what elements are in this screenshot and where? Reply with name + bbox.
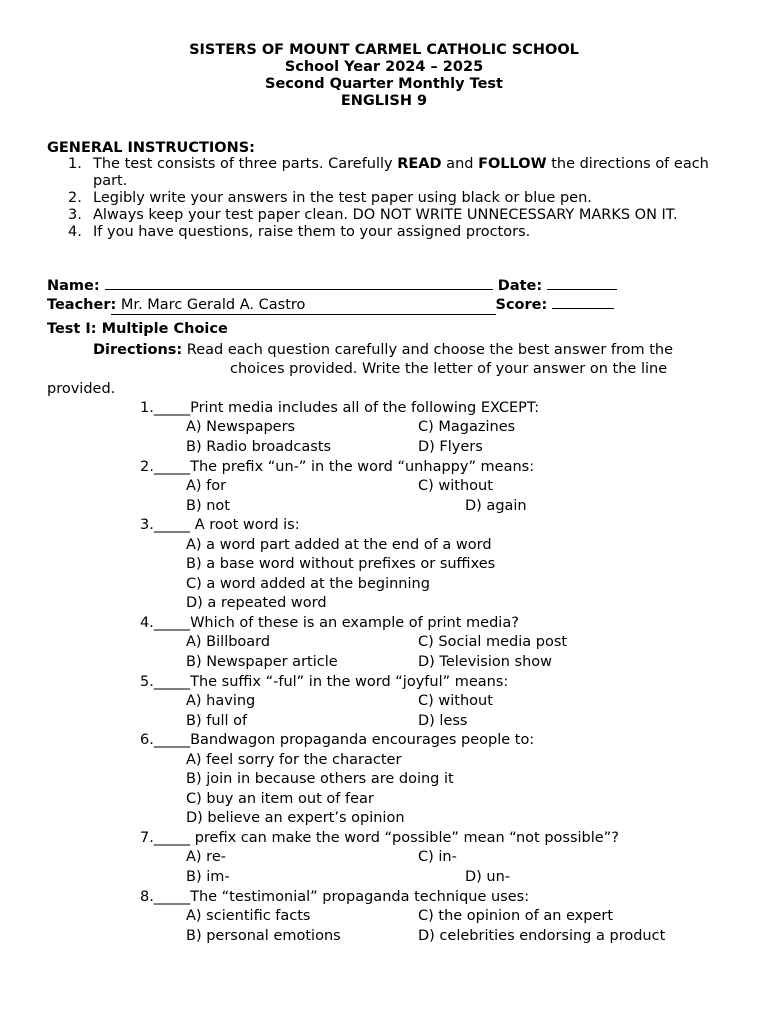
date-label: Date:: [497, 278, 543, 294]
choice-option: A) for: [186, 478, 227, 494]
choice-option: C) without: [418, 478, 493, 494]
directions-text: provided.: [47, 380, 116, 397]
instruction-item: [68, 156, 718, 190]
instruction-emphasis: READ: [397, 156, 442, 172]
question-item: [140, 829, 740, 888]
instruction-number: 4.: [68, 224, 82, 240]
instruction-text: If you have questions, raise them to your assigned proctors.: [93, 224, 531, 240]
instruction-number: 2.: [68, 190, 82, 206]
question-text: 1._____Print media includes all of the following EXCEPT:: [140, 400, 540, 416]
question-item: [140, 888, 740, 947]
question-text: 6._____Bandwagon propaganda encourages people to:: [140, 732, 535, 749]
name-label: Name:: [47, 278, 100, 294]
subject-title: ENGLISH 9: [340, 93, 428, 109]
choice-option: A) a word part added at the end of a word: [186, 536, 492, 553]
instruction-item: [68, 190, 718, 207]
question-text: 7._____ prefix can make the word “possible” mean “not possible”?: [140, 829, 619, 846]
question-item: [140, 731, 740, 829]
question-item: [140, 673, 740, 732]
test-directions: [47, 341, 747, 399]
score-blank[interactable]: [552, 295, 614, 309]
teacher-line: [111, 297, 496, 315]
instruction-text: and: [441, 156, 479, 172]
choice-option: D) less: [418, 712, 468, 729]
instruction-number: 3.: [68, 207, 82, 223]
name-blank[interactable]: [105, 276, 493, 290]
choice-option: B) Newspaper article: [186, 653, 338, 670]
instruction-text: Legibly write your answers in the test paper using black or blue pen.: [93, 190, 592, 206]
choice-option: A) Billboard: [186, 634, 271, 651]
choice-option: C) Social media post: [418, 634, 568, 651]
teacher-colon: :: [110, 297, 117, 313]
choice-option: C) a word added at the beginning: [186, 575, 430, 592]
name-row: [47, 276, 617, 295]
choice-option: D) believe an expert’s opinion: [186, 810, 405, 827]
choice-option: A) having: [186, 692, 256, 709]
question-text: 4._____Which of these is an example of print media?: [140, 614, 519, 631]
choice-option: D) celebrities endorsing a product: [418, 927, 666, 944]
question-item: [140, 614, 740, 673]
question-item: [140, 399, 740, 458]
general-instructions-list: [68, 156, 718, 241]
choice-option: C) Magazines: [418, 419, 516, 436]
teacher-value: Mr. Marc Gerald A. Castro: [116, 297, 306, 313]
choice-option: A) scientific facts: [186, 907, 311, 924]
choice-option: C) in-: [418, 849, 457, 866]
instruction-item: [68, 207, 718, 224]
instruction-number: 1.: [68, 156, 82, 172]
directions-text: Read each question carefully and choose the best answer from the: [182, 342, 674, 358]
document-header: [0, 42, 768, 110]
score-label: Score:: [495, 297, 548, 313]
choice-option: D) a repeated word: [186, 595, 327, 612]
test-section-title: Test I: Multiple Choice: [47, 321, 228, 337]
student-info-fields: [47, 276, 617, 315]
instruction-emphasis: FOLLOW: [478, 156, 547, 172]
question-text: 5._____The suffix “-ful” in the word “joyful” means:: [140, 673, 509, 690]
choice-option: D) again: [465, 497, 527, 514]
choice-option: D) Flyers: [418, 439, 483, 455]
question-text: 8._____The “testimonial” propaganda technique uses:: [140, 888, 530, 905]
choice-option: A) Newspapers: [186, 419, 296, 436]
instruction-item: [68, 224, 718, 241]
exam-title: Second Quarter Monthly Test: [265, 76, 503, 92]
choice-option: B) Radio broadcasts: [186, 439, 332, 455]
question-text: 3._____ A root word is:: [140, 517, 300, 534]
choice-option: B) full of: [186, 712, 248, 729]
choice-option: A) feel sorry for the character: [186, 751, 402, 768]
school-year: School Year 2024 – 2025: [284, 59, 484, 75]
choice-option: B) im-: [186, 868, 230, 885]
instruction-text: Always keep your test paper clean. DO NOT WRITE UNNECESSARY MARKS ON IT.: [93, 207, 678, 223]
teacher-label: Teacher: [47, 297, 111, 313]
date-blank[interactable]: [547, 276, 617, 290]
choice-option: D) Television show: [418, 653, 553, 670]
choice-option: C) buy an item out of fear: [186, 790, 374, 807]
question-item: [140, 458, 740, 517]
instruction-text: the directions of each part.: [93, 156, 709, 189]
choice-option: C) the opinion of an expert: [418, 907, 614, 924]
question-list: [140, 399, 740, 946]
directions-text: choices provided. Write the letter of your answer on the line: [230, 361, 668, 378]
question-item: [140, 516, 740, 614]
instruction-text: The test consists of three parts. Carefully: [93, 156, 398, 172]
choice-option: B) personal emotions: [186, 927, 341, 944]
school-name: SISTERS OF MOUNT CARMEL CATHOLIC SCHOOL: [189, 42, 579, 58]
choice-option: A) re-: [186, 849, 226, 866]
choice-option: D) un-: [465, 868, 511, 885]
choice-option: C) without: [418, 692, 493, 709]
general-instructions-title: GENERAL INSTRUCTIONS:: [47, 140, 255, 156]
teacher-row: [47, 295, 617, 315]
directions-label: Directions:: [93, 342, 183, 358]
choice-option: B) join in because others are doing it: [186, 771, 454, 788]
question-text: 2._____The prefix “un-” in the word “unhappy” means:: [140, 458, 535, 475]
choice-option: B) a base word without prefixes or suffixes: [186, 556, 496, 573]
choice-option: B) not: [186, 497, 230, 514]
